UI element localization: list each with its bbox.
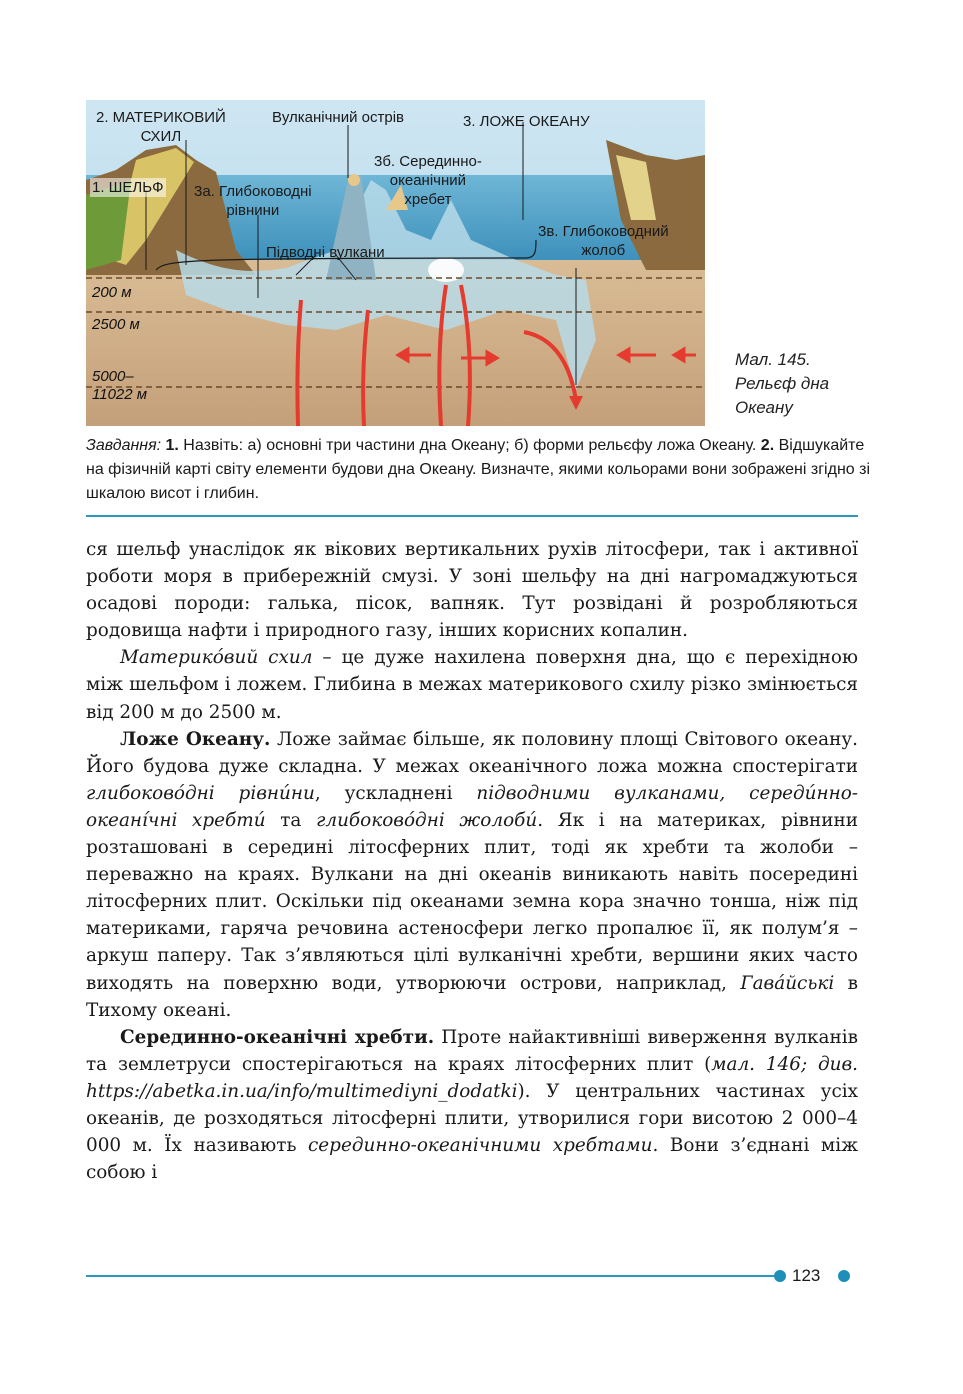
p3-c: та — [265, 809, 317, 831]
term-volcanoes-ridges: підводними вулканами, середи́нно-океані́чні хребти́ — [86, 782, 858, 831]
ocean-floor-illustration — [86, 100, 705, 426]
label-depth-200: 200 м — [92, 284, 132, 301]
footer-line — [86, 1275, 776, 1277]
label-depth-2500: 2500 м — [92, 316, 140, 333]
paragraph-3 — [86, 726, 858, 1024]
page-number-badge — [772, 1266, 862, 1286]
figure-reference-link: мал. 146; див. https://abetka.in.ua/info/multimediyni_dodatki — [86, 1053, 858, 1102]
p4-b: ). У центральних частинах усіх океанів, де розходяться літосферні плити, утворилися гори висотою 2 000–4 000 м. Їх називають — [86, 1080, 858, 1157]
p4-a: Проте найактивніші виверження вулканів та землетруси спостерігаються на краях літосферних плит ( — [86, 1026, 858, 1075]
term-continental-slope: Материко́вий схил — [120, 647, 313, 669]
p4-c: . Вони з’єднані між собою і — [86, 1135, 858, 1184]
label-ocean-floor: 3. ЛОЖЕ ОКЕАНУ — [463, 113, 590, 130]
paragraph-1: ся шельф унаслідок як вікових вертикальних рухів літосфери, так і активної роботи моря в прибережній смузі. У зоні шельфу на дні нагромаджуються осадові породи: галька, пісок, вапняк. Тут розвідані й розробляються родовища нафти і природного газу, інших корисних копалин. — [86, 539, 858, 642]
paragraph-2 — [86, 644, 858, 725]
label-trench: 3в. Глибоководний жолоб — [538, 223, 669, 259]
task-label: Завдання: — [86, 437, 162, 454]
label-mid-ocean-ridge: 3б. Серединно- океанічний хребет — [374, 153, 482, 208]
term-mid-ocean-ridges: серединно-океанічними хребтами — [308, 1135, 653, 1157]
p3-a: Ложе займає більше, як половину площі Світового океану. Його будова дуже складна. У межах океанічного ложа можна спостерігати — [86, 728, 858, 777]
heading-mid-ocean-ridges: Серединно-океанічні хребти. — [120, 1026, 435, 1048]
task-number-1: 1. — [165, 437, 179, 454]
task-block — [86, 434, 876, 506]
page-number: 123 — [792, 1266, 821, 1285]
paragraph-2-text: – це дуже нахилена поверхня дна, що є перехідною між шельфом і ложем. Глибина в межах материкового схилу різко змінюється від 200 м до 2500 м. — [86, 647, 858, 723]
heading-ocean-floor: Ложе Океану. — [120, 728, 271, 750]
label-underwater-volcanoes: Підводні вулкани — [266, 244, 385, 261]
paragraph-4 — [86, 1024, 858, 1187]
term-trenches: глибоково́дні жолоби́ — [316, 809, 538, 831]
term-hawaiian: Гава́йські — [740, 972, 835, 994]
main-text — [86, 536, 858, 1186]
task-text-2: Відшукайте на фізичній карті світу елементи будови дна Океану. Визначте, якими кольорами вони зображені згідно зі шкалою висот і глибин. — [86, 437, 871, 502]
label-depth-5000: 5000– 11022 м — [92, 368, 148, 403]
label-shelf: 1. ШЕЛЬФ — [92, 179, 164, 196]
task-text-1: Назвіть: а) основні три частини дна Океану; б) форми рельєфу ложа Океану. — [178, 437, 761, 454]
label-continental-slope: 2. МАТЕРИКОВИЙ СХИЛ — [96, 109, 226, 145]
label-volcanic-island: Вулканічний острів — [272, 109, 404, 126]
p3-e: в Тихому океані. — [86, 972, 858, 1021]
dot-left-icon — [774, 1270, 786, 1282]
task-number-2: 2. — [760, 437, 775, 454]
figure-caption: Мал. 145. Рельєф дна Океану — [735, 350, 830, 417]
dot-right-icon — [838, 1270, 850, 1282]
ocean-floor-relief-figure — [86, 100, 705, 426]
p3-d: . Як і на материках, рівнини розташовані в середині літосферних плит, тоді як хребти та жолоби – переважно на краях. Вулкани на дні океанів виникають навіть посередині літосферних плит. Оскільки під океанами земна кора значно тонша, ніж під материками, гаряча речовина астеносфери легко пропалює її, як полум’я – аркуш паперу. Так з’являються цілі вулканічні хребти, вершини яких часто виходять на поверхню води, утворюючи острови, наприклад, — [86, 809, 858, 994]
p3-b: , ускладнені — [314, 782, 477, 804]
label-deep-plains: 3а. Глибоководні рівнини — [194, 183, 312, 219]
section-divider — [86, 515, 858, 517]
term-deep-plains: глибоково́дні рівни́ни — [86, 782, 315, 804]
